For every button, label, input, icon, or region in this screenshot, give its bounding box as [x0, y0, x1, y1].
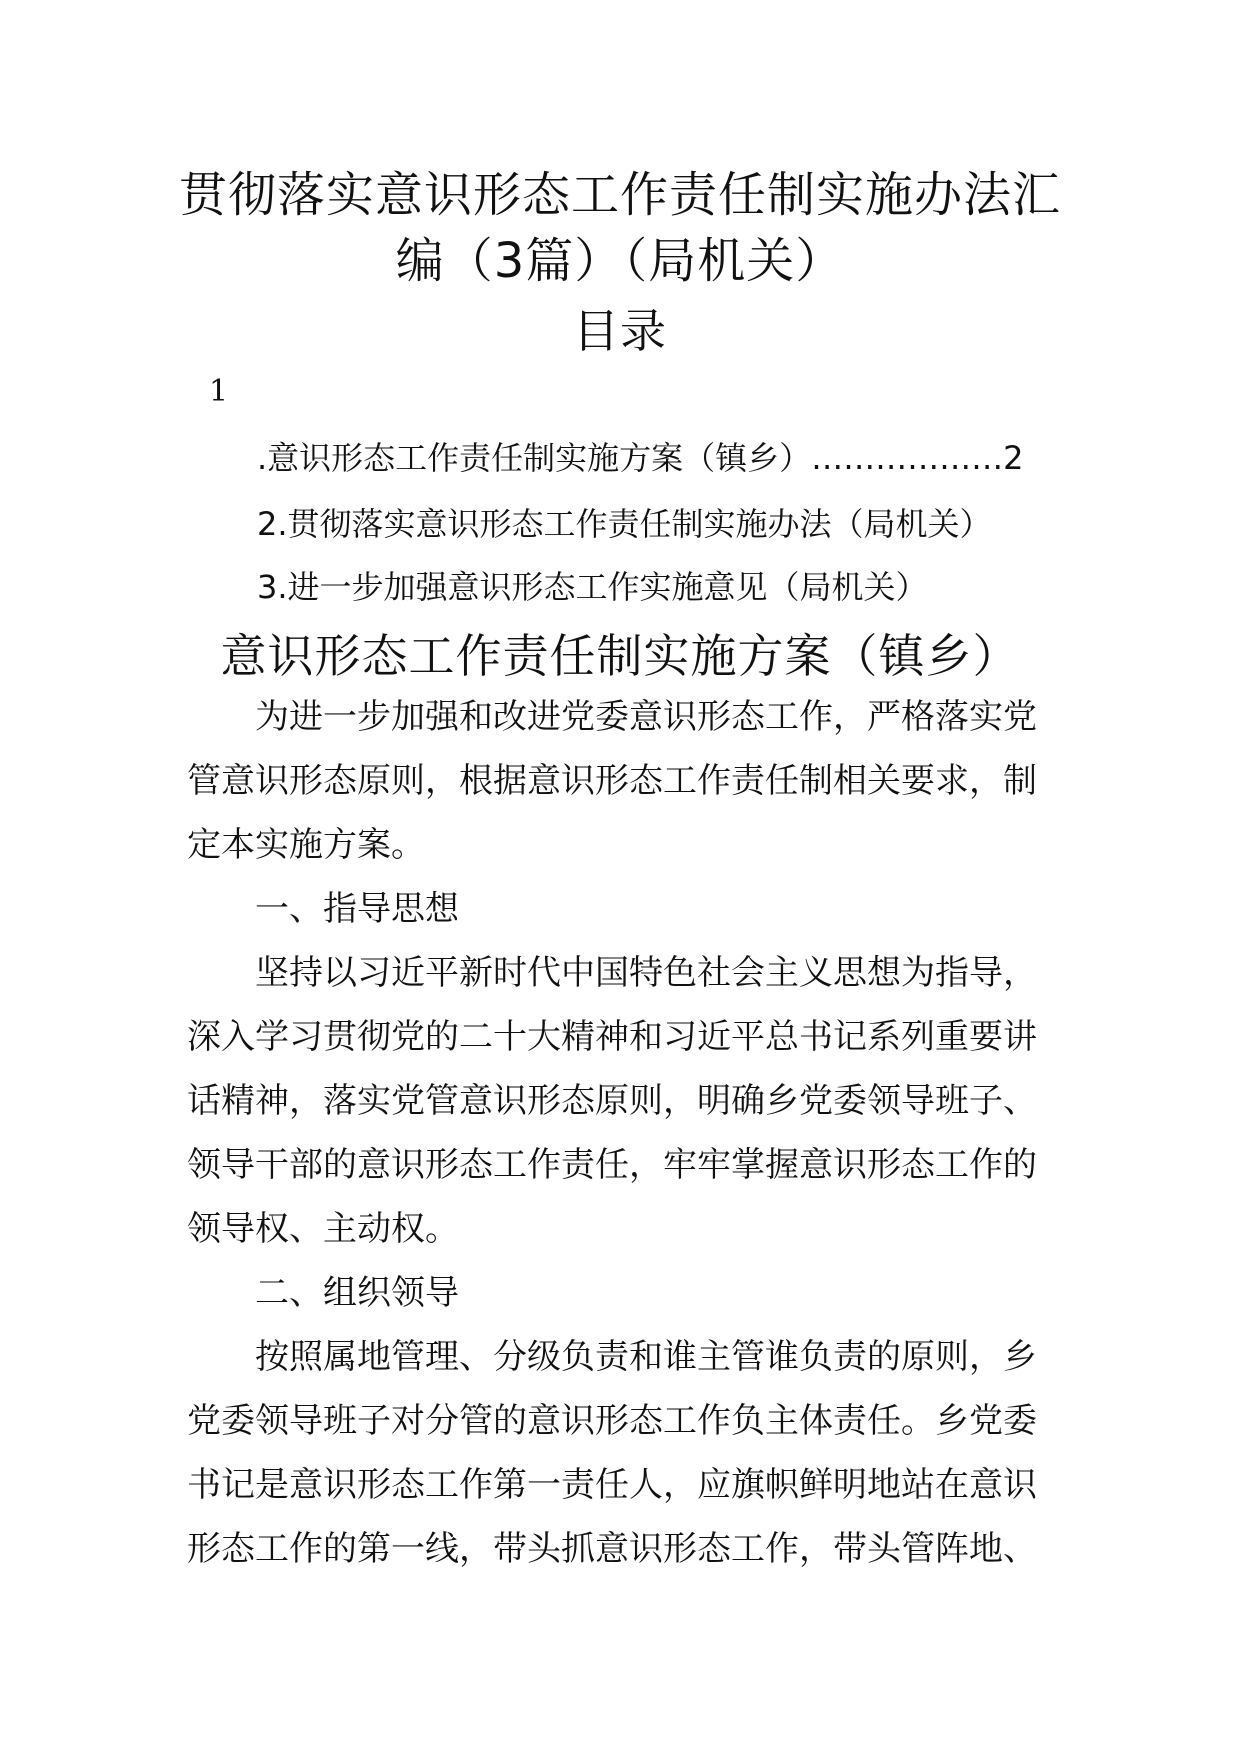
paragraph-line: 坚持以习近平新时代中国特色社会主义思想为指导，: [255, 953, 1037, 993]
toc-heading: 目录: [573, 304, 667, 358]
paragraph-line: 话精神，落实党管意识形态原则，明确乡党委领导班子、: [187, 1081, 1037, 1121]
paragraph-line: 管意识形态原则，根据意识形态工作责任制相关要求，制: [187, 761, 1037, 801]
section-heading-organization: 二、组织领导: [255, 1273, 459, 1313]
paragraph-line: 党委领导班子对分管的意识形态工作负主体责任。乡党委: [187, 1401, 1037, 1441]
paragraph-line: 领导权、主动权。: [187, 1209, 459, 1249]
section-title: 意识形态工作责任制实施方案（镇乡）: [220, 629, 1020, 683]
paragraph-line: 定本实施方案。: [187, 825, 425, 865]
section-heading-guiding-thought: 一、指导思想: [255, 889, 459, 929]
toc-item-2[interactable]: 2.贯彻落实意识形态工作责任制实施办法（局机关）: [257, 505, 992, 543]
toc-page-number: 1: [209, 374, 229, 409]
toc-item-1[interactable]: .意识形态工作责任制实施方案（镇乡）………………2: [257, 439, 1024, 477]
paragraph-line: 深入学习贯彻党的二十大精神和习近平总书记系列重要讲: [187, 1017, 1037, 1057]
document-title-line-2: 编（3篇）（局机关）: [395, 233, 845, 289]
paragraph-line: 书记是意识形态工作第一责任人，应旗帜鲜明地站在意识: [187, 1465, 1037, 1505]
toc-item-3[interactable]: 3.进一步加强意识形态工作实施意见（局机关）: [257, 568, 928, 606]
paragraph-line: 按照属地管理、分级负责和谁主管谁负责的原则，乡: [255, 1337, 1037, 1377]
paragraph-line: 领导干部的意识形态工作责任，牢牢掌握意识形态工作的: [187, 1145, 1037, 1185]
paragraph-line: 为进一步加强和改进党委意识形态工作，严格落实党: [255, 697, 1037, 737]
document-title-line-1: 贯彻落实意识形态工作责任制实施办法汇: [178, 167, 1061, 223]
paragraph-line: 形态工作的第一线，带头抓意识形态工作，带头管阵地、: [187, 1529, 1037, 1569]
